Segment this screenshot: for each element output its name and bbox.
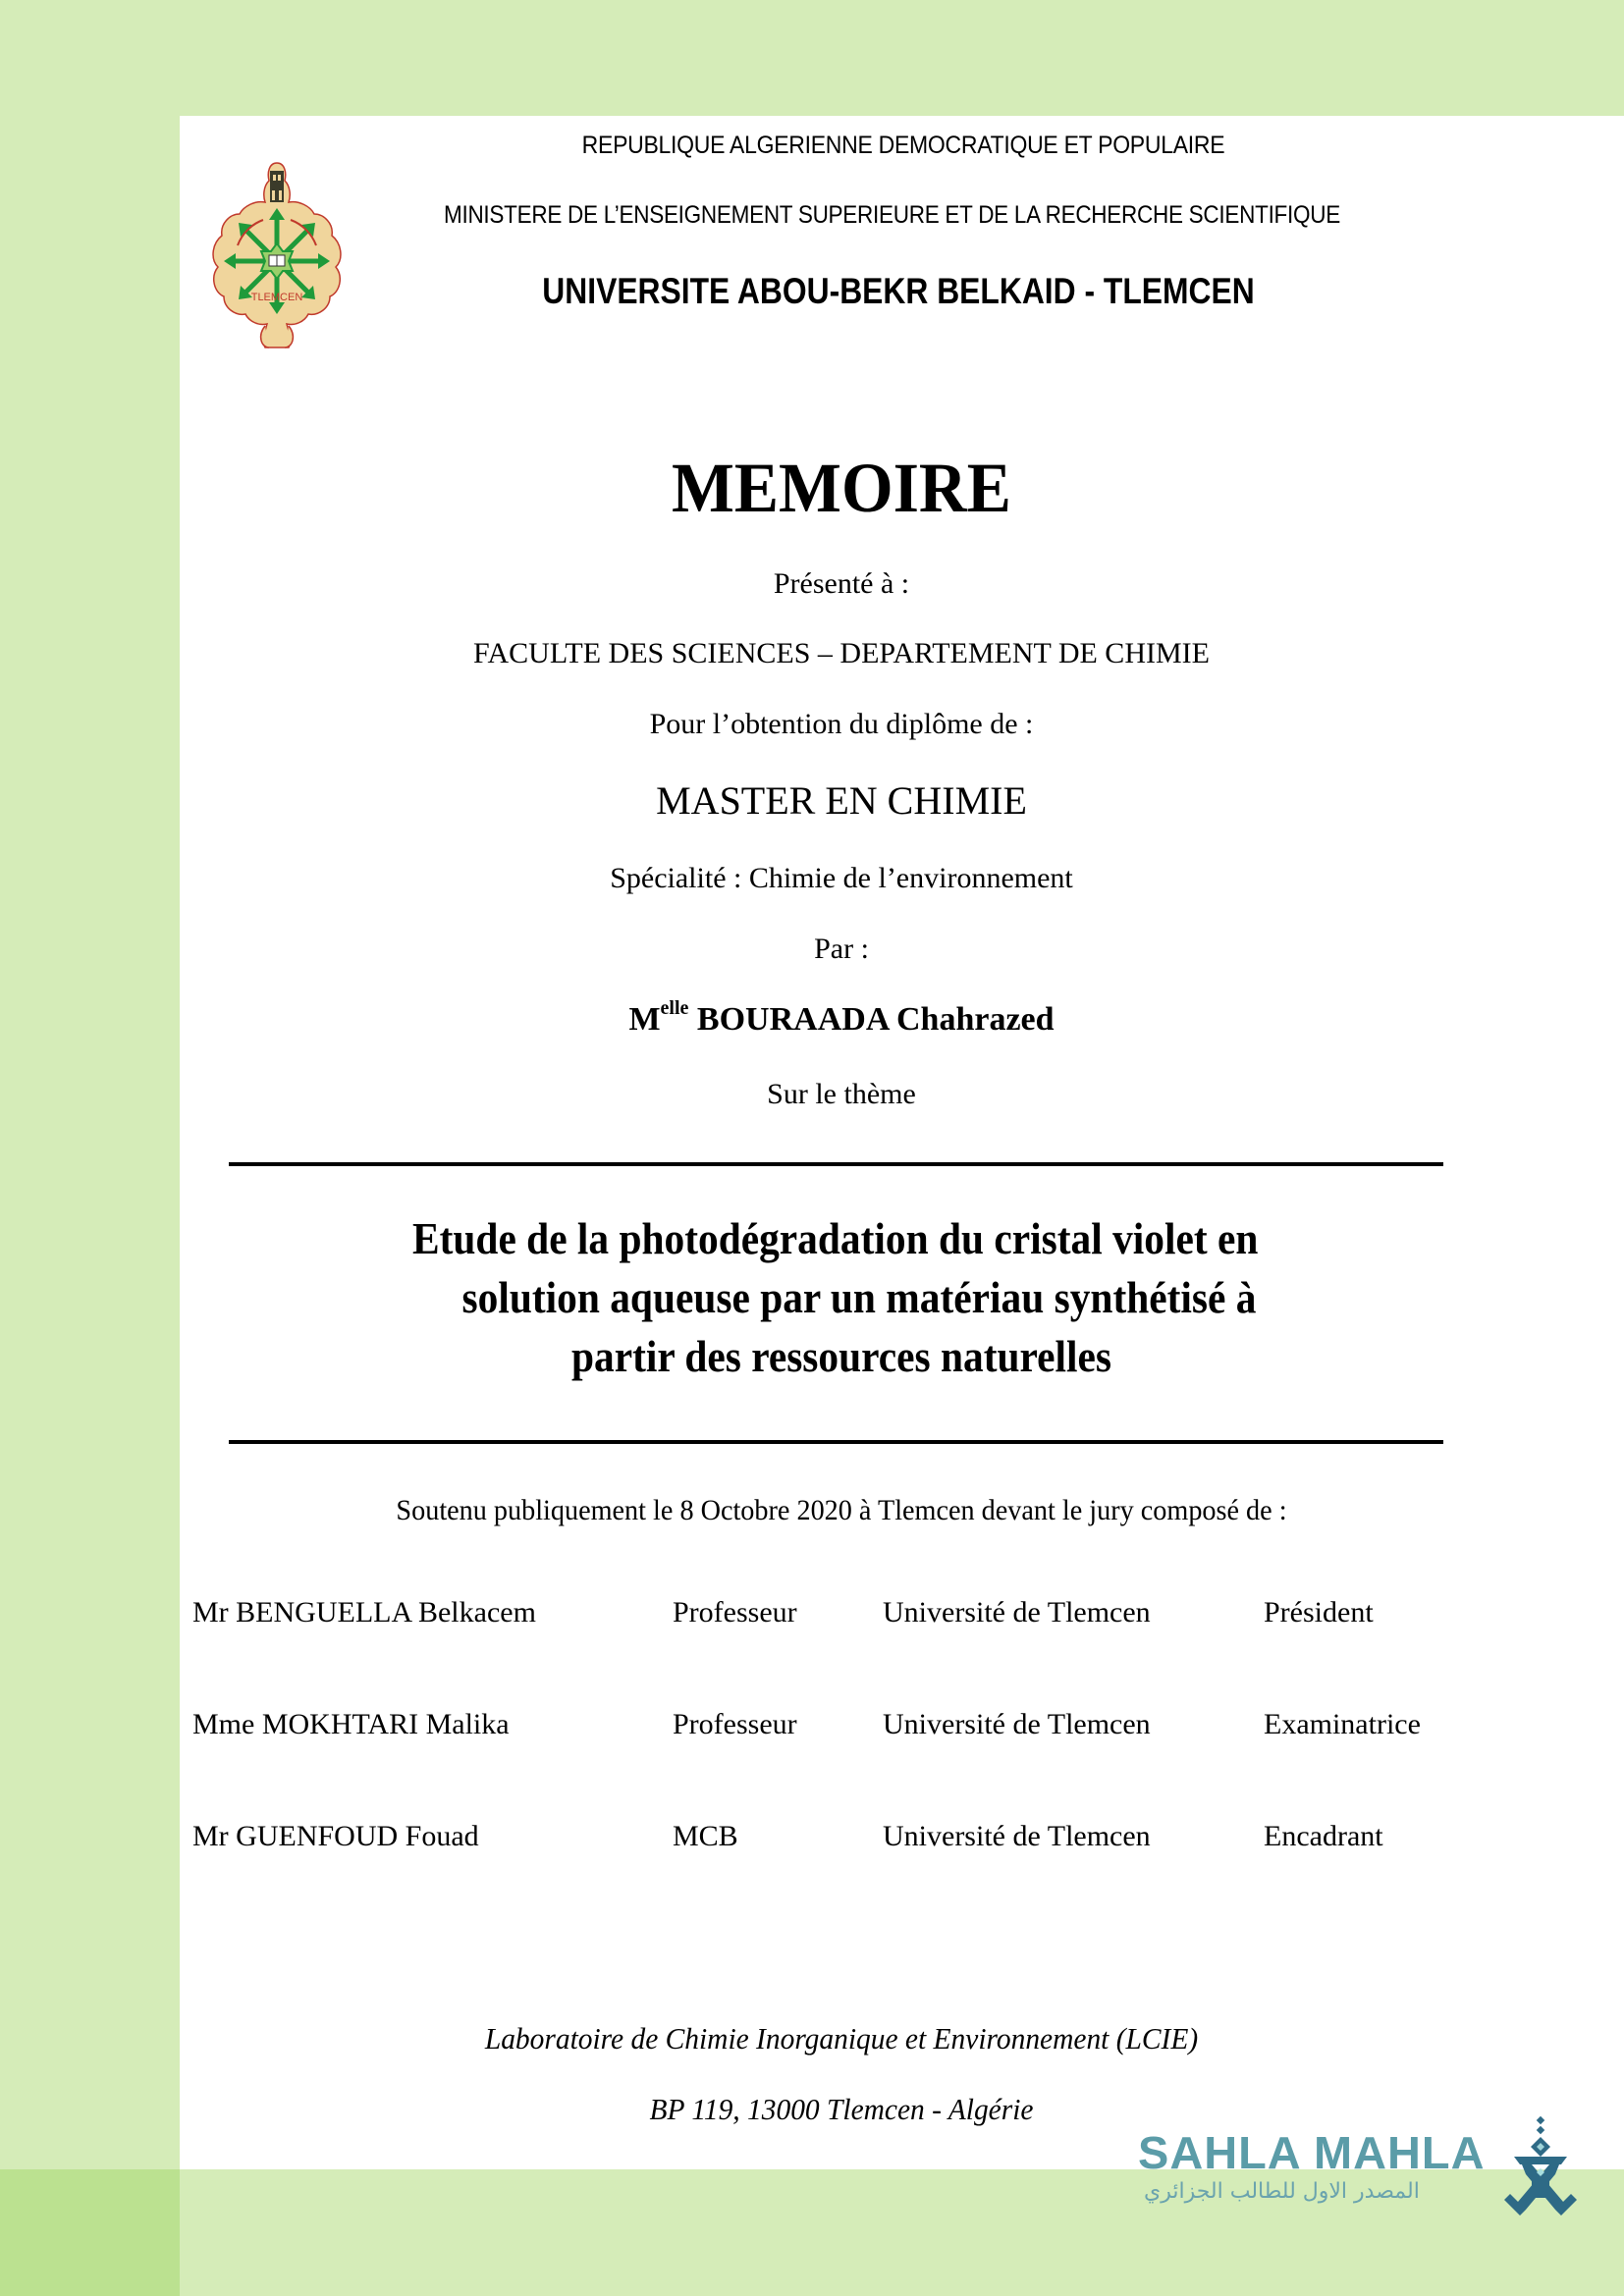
university-heading: UNIVERSITE ABOU-BEKR BELKAID - TLEMCEN (542, 271, 1255, 311)
jury-row (192, 1596, 1469, 1635)
jury-member-institution: Université de Tlemcen (883, 1596, 1151, 1629)
jury-member-institution: Université de Tlemcen (883, 1708, 1151, 1740)
jury-member-institution: Université de Tlemcen (883, 1820, 1151, 1852)
jury-member-name: Mr GUENFOUD Fouad (192, 1820, 479, 1852)
university-emblem-icon (208, 157, 346, 353)
left-green-band (0, 0, 180, 2296)
laboratory-name: Laboratoire de Chimie Inorganique et Environnement (LCIE) (484, 2021, 1199, 2056)
thesis-title (245, 1209, 1436, 1386)
thesis-title-line-3: partir des ressources naturelles (570, 1331, 1112, 1381)
top-rule-divider (229, 1162, 1443, 1166)
jury-member-role: Encadrant (1264, 1820, 1383, 1852)
brand-tagline: المصدر الاول للطالب الجزائري (1144, 2179, 1420, 2204)
brand-name: SAHLA MAHLA (1138, 2127, 1486, 2178)
laboratory-address: BP 119, 13000 Tlemcen - Algérie (649, 2092, 1034, 2126)
sahla-mahla-watermark[interactable] (1134, 2118, 1586, 2216)
thesis-title-line-1: Etude de la photodégradation du cristal violet en (411, 1213, 1259, 1263)
republic-heading: REPUBLIQUE ALGERIENNE DEMOCRATIQUE ET POPULAIRE (581, 132, 1225, 159)
jury-row (192, 1820, 1469, 1859)
ministry-heading: MINISTERE DE L’ENSEIGNEMENT SUPERIEURE ET DE LA RECHERCHE SCIENTIFIQUE (444, 201, 1340, 229)
thesis-title-line-2: solution aqueuse par un matériau synthétisé à (461, 1272, 1257, 1322)
author-prefix-superscript: elle (660, 997, 689, 1019)
sahla-mahla-logo-icon (1502, 2113, 1581, 2221)
theme-label: Sur le thème (767, 1078, 916, 1110)
author-prefix: M (628, 1001, 661, 1038)
defense-statement: Soutenu publiquement le 8 Octobre 2020 à Tlemcen devant le jury composé de : (396, 1494, 1287, 1526)
author-name: BOURAADA Chahrazed (696, 1001, 1055, 1038)
top-green-band (0, 0, 1624, 116)
by-label: Par : (814, 933, 869, 965)
jury-member-name: Mme MOKHTARI Malika (192, 1708, 510, 1740)
diploma-label: Pour l’obtention du diplôme de : (649, 708, 1034, 740)
jury-member-grade: MCB (673, 1820, 738, 1852)
corner-green-block (0, 2169, 180, 2296)
svg-text:TLEMCEN: TLEMCEN (250, 292, 303, 303)
jury-member-role: Examinatrice (1264, 1708, 1421, 1740)
presented-to-label: Présenté à : (773, 567, 910, 600)
diploma-name: MASTER EN CHIMIE (656, 778, 1027, 823)
faculty-line: FACULTE DES SCIENCES – DEPARTEMENT DE CHIMIE (473, 637, 1210, 669)
jury-member-grade: Professeur (673, 1708, 797, 1740)
specialty-line: Spécialité : Chimie de l’environnement (610, 862, 1073, 894)
author-line (180, 997, 1503, 1039)
jury-member-name: Mr BENGUELLA Belkacem (192, 1596, 536, 1629)
jury-member-grade: Professeur (673, 1596, 797, 1629)
bottom-rule-divider (229, 1440, 1443, 1444)
jury-member-role: Président (1264, 1596, 1374, 1629)
document-type-title: MEMOIRE (672, 449, 1011, 527)
jury-row (192, 1708, 1469, 1747)
